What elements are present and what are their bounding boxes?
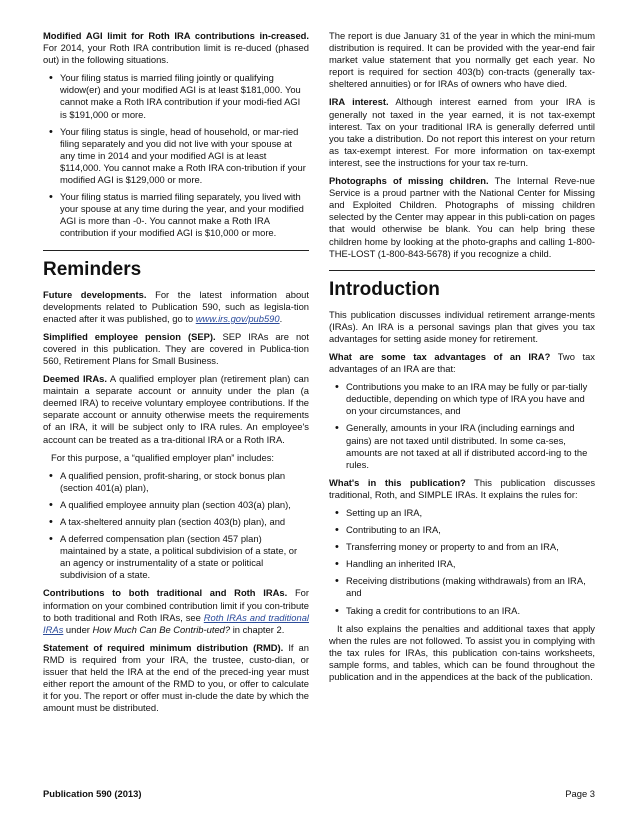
report-paragraph: The report is due January 31 of the year in which the mini-mum distribution is required. It can be provided with the year-end fair market value statement that you normally get each year. No report is required for section 403(b) con-tracts (generally tax-sheltered annuities) or for IRAs of owners who have died. (329, 30, 595, 90)
page-number: Page 3 (565, 788, 595, 799)
left-column (43, 30, 309, 720)
right-column (329, 30, 595, 689)
deemed-iras-paragraph: Deemed IRAs. A qualified employer plan (retirement plan) can maintain a separate account or annuity under the plan (a deemed IRA) to receive voluntary employee contributions. If the separate account or annuity otherwise meets the requirements of an IRA, it will be subject only to IRA rules. An employee's account can be treated as a tra-ditional IRA or a Roth IRA. (43, 373, 309, 445)
bullet-icon: • (49, 498, 53, 511)
list-item: • Setting up an IRA, (335, 507, 423, 519)
bullet-icon: • (49, 191, 53, 204)
rules-bullet-list (329, 507, 595, 617)
roth-traditional-link[interactable]: Roth IRAs and traditional IRAs (43, 611, 309, 635)
list-item: • Contributing to an IRA, (335, 524, 441, 537)
bullet-icon: • (49, 516, 53, 528)
bullet-icon: • (335, 381, 339, 394)
introduction-heading: Introduction (329, 278, 440, 300)
rmd-paragraph: Statement of required minimum distribution (RMD). If an RMD is required from your IRA, the trustee, custo-dian, or issuer that held the IRA at the end of the preced-ing year must either report the amount of the RMD to you, or offer to calculate it for you. The report or offer must in-clude the date by which the amount must be distributed. (43, 641, 309, 714)
list-item: • A qualified pension, profit-sharing, or stock bonus plan (section 401(a) plan), (49, 469, 286, 493)
intro-paragraph: This publication discusses individual retirement arrange-ments (IRAs). An IRA is a personal savings plan that gives you tax advantages for setting aside money for retirement. (329, 308, 595, 344)
future-developments-paragraph: Future developments. For the latest information about developments related to Publication 590, such as legisla-tion enacted after it was published, go to www.irs.gov/pub590. (43, 288, 309, 324)
bullet-icon: • (335, 558, 339, 571)
bullet-icon: • (335, 541, 339, 554)
advantages-bullet-list (329, 381, 595, 471)
publication-label: Publication 590 (2013) (43, 788, 142, 799)
bullet-icon: • (335, 575, 339, 588)
bullet-icon: • (49, 125, 53, 138)
both-iras-paragraph: Contributions to both traditional and Roth IRAs. For information on your combined contribution limit if you con-tribute to both traditional and Roth IRAs, see Roth IRAs and traditional IRAs under How Much Can Be Contrib-uted? in chapter 2. (43, 587, 310, 635)
list-item: • Contributions you make to an IRA may be fully or par-tially deductible, depending on which type of IRA you have and on your circumstances, and (335, 381, 588, 417)
list-item: • A qualified employee annuity plan (section 403(a) plan), (49, 498, 291, 511)
agi-paragraph: Modified AGI limit for Roth IRA contributions in-creased. For 2014, your Roth IRA contribution limit is re-duced (phased out) in the following situations. (43, 30, 309, 66)
bullet-icon: • (49, 469, 53, 482)
page-footer (43, 788, 595, 799)
list-item: • Generally, amounts in your IRA (including earnings and gains) are not taxed until distributed. In some ca-ses, amounts are not taxed at all if distributed accord-ing to the rules. (335, 422, 588, 470)
missing-children-paragraph: Photographs of missing children. The Internal Reve-nue Service is a proud partner with the National Center for Missing and Exploited Children. Photographs of missing children selected by the Center may appear in this publi-cation on pages that would otherwise be blank. You can help bring these children home by looking at the photo-graphs and calling 1-800-THE-LOST (1-800-843-5678) if you recognize a child. (329, 175, 595, 259)
agi-bullet-list (43, 72, 309, 239)
bullet-icon: • (335, 604, 339, 617)
penalties-paragraph: It also explains the penalties and additional taxes that apply when the rules are not followed. To assist you in complying with the tax rules for IRAs, this publication con-tains worksheets, sample forms, and tables, which can be found throughout the publication and in the appendices at the back of the publication. (329, 622, 595, 683)
bullet-icon: • (335, 524, 339, 537)
list-item: • A deferred compensation plan (section 457 plan) maintained by a state, a political subdivision of a state, or an agency or instrumentality of a state or political subdivision of a state. (49, 533, 298, 581)
list-item: • Handling an inherited IRA, (335, 558, 456, 571)
bullet-icon: • (49, 72, 53, 85)
pub590-link[interactable]: www.irs.gov/pub590 (195, 312, 280, 324)
bullet-icon: • (49, 533, 53, 546)
plan-bullet-list (43, 470, 309, 582)
purpose-paragraph: For this purpose, a “qualified employer plan” includes: (51, 451, 275, 463)
ira-interest-paragraph: IRA interest. Although interest earned from your IRA is generally not taxed in the year earned, it is not tax-exempt interest. Tax on your traditional IRA is generally deferred until you take a distribution. Do not report this interest on your return as tax-exempt interest. For more information on tax-exempt interest, see the instructions for your tax re-turn. (329, 96, 596, 168)
section-divider (329, 270, 595, 271)
list-item: • A tax-sheltered annuity plan (section 403(b) plan), and (49, 516, 286, 528)
list-item: • Your filing status is married filing separately, you lived with your spouse at any time during the year, and your modified AGI is more than -0-. You cannot make a Roth IRA contribution if your modified AGI is $10,000 or more. (49, 191, 304, 239)
bullet-icon: • (335, 507, 339, 519)
list-item: • Taking a credit for contributions to an IRA. (335, 604, 521, 617)
list-item: • Transferring money or property to and from an IRA, (335, 541, 559, 554)
advantages-paragraph: What are some tax advantages of an IRA? Two tax advantages of an IRA are that: (329, 350, 595, 375)
list-item: • Your filing status is married filing jointly or qualifying widow(er) and your modified AGI is at least $181,000. You cannot make a Roth IRA contribution if your modi-fied AGI is $191,000 or more. (49, 72, 301, 120)
list-item: • Receiving distributions (making withdrawals) from an IRA, and (335, 575, 586, 599)
list-item: • Your filing status is single, head of household, or mar-ried filing separately and you did not live with your spouse at any time in 2014 and your modified AGI is at least $114,000. You cannot make a Roth IRA con-tribution if your modified AGI is $129,000 or more. (49, 125, 306, 186)
whats-in-publication-paragraph: What's in this publication? This publication discusses traditional, Roth, and SIMPLE IRAs. It explains the rules for: (329, 476, 596, 500)
bullet-icon: • (335, 422, 339, 435)
reminders-heading: Reminders (43, 258, 142, 280)
section-divider (43, 250, 309, 251)
sep-paragraph: Simplified employee pension (SEP). SEP IRAs are not covered in this publication. They are covered in Publica-tion 560, Retirement Plans for Small Business. (43, 330, 309, 366)
